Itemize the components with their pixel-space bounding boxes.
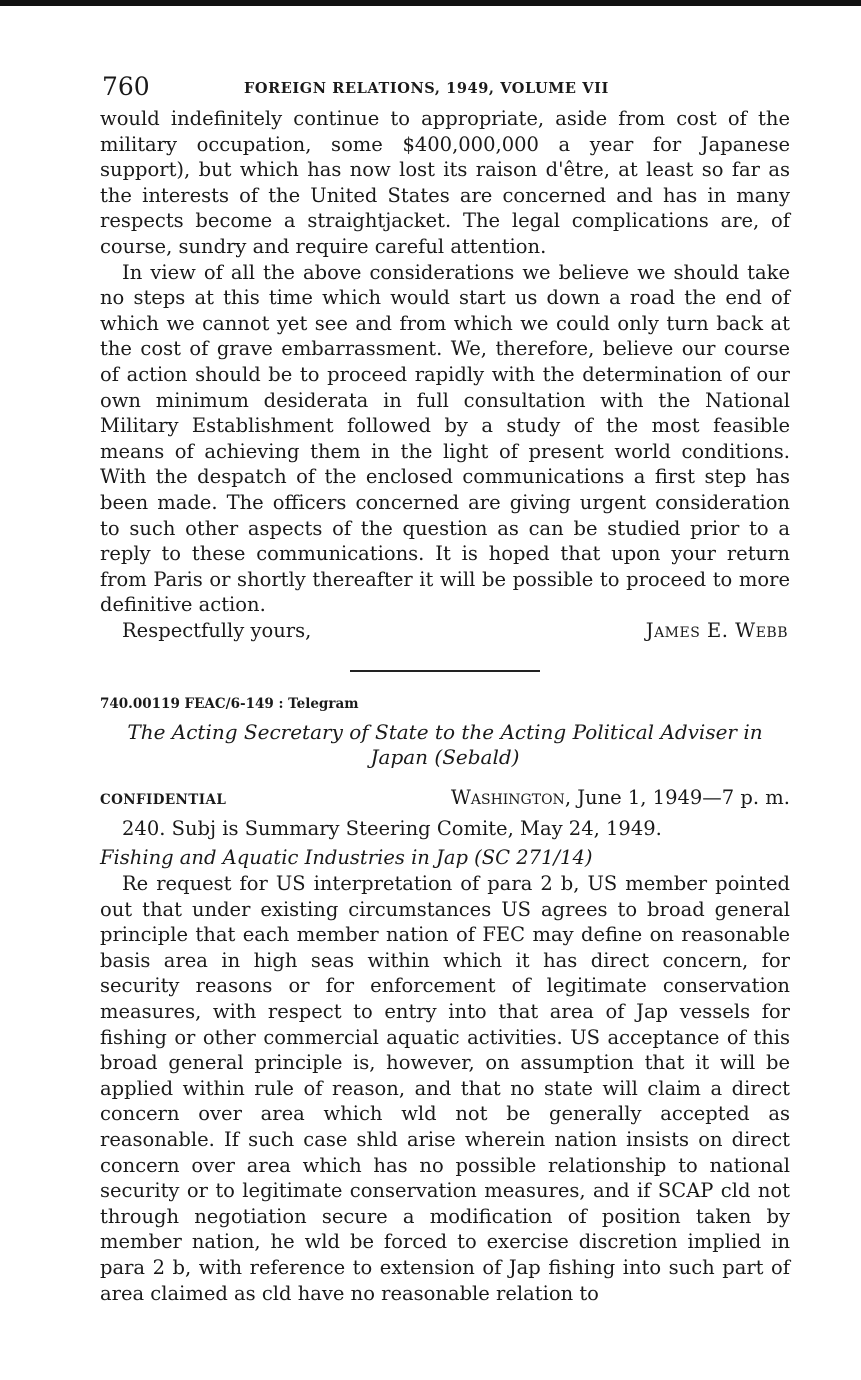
document-title: The Acting Secretary of State to the Acting Political Adviser in Japan (Sebald) xyxy=(127,719,763,769)
letter-continuation-paragraph: would indefinitely continue to appropriate, aside from cost of the military occupation, some $400,000,000 a year for Japanese support), but which has now lost its raison d'être, at least so far as the interests of the United States are concerned and has in many respects become a straightjacket. The legal complications are, of course, sundry and require careful attention. xyxy=(100,107,790,258)
file-reference: 740.00119 FEAC/6-149 : Telegram xyxy=(100,695,359,712)
page-header xyxy=(100,62,790,106)
page-top-edge xyxy=(0,0,861,6)
document-page xyxy=(100,62,790,1306)
page-number: 760 xyxy=(102,72,150,101)
letter-paragraph: In view of all the above considerations we believe we should take no steps at this time which would start us down a road the end of which we cannot yet see and from which we could only turn back at the cost of grave embarrassment. We, therefore, believe our course of action should be to proceed rapidly with the determination of our own minimum desiderata in full consultation with the National Military Establishment followed by a study of the most feasible means of achieving them in the light of present world conditions. With the despatch of the enclosed communications a first step has been made. The officers concerned are giving urgent consideration to such other aspects of the question as can be studied prior to a reply to these communications. It is hoped that upon your return from Paris or shortly thereafter it will be possible to proceed to more definitive action. xyxy=(100,260,790,617)
running-head: FOREIGN RELATIONS, 1949, VOLUME VII xyxy=(244,80,609,97)
dateline-date: , June 1, 1949—7 p. m. xyxy=(564,785,790,809)
telegram-opening: 240. Subj is Summary Steering Comite, May 24, 1949. xyxy=(122,816,662,840)
dateline xyxy=(451,786,790,809)
dateline-place: Washington xyxy=(450,785,565,809)
telegram-body: Re request for US interpretation of para 2 b, US member pointed out that under existing circumstances US agrees to broad general principle that each member nation of FEC may define on reasonable basis area in high seas within which it has direct concern, for security reasons or for enforcement of legitimate conservation measures, with respect to entry into that area of Jap vessels for fishing or other commercial aquatic activities. US acceptance of this broad general principle is, however, on assumption that it will be applied within rule of reason, and that no state will claim a direct concern over area which wld not be generally accepted as reasonable. If such case shld arise wherein nation insists on direct concern over area which has no possible relationship to national security or to legitimate conservation measures, and if SCAP cld not through negotiation secure a modification of position taken by member nation, he wld be forced to exercise discretion implied in para 2 b, with reference to extension of Jap fishing into such part of area claimed as cld have no reasonable relation to xyxy=(100,872,790,1305)
classification-line xyxy=(100,786,790,816)
telegram-subheading: Fishing and Aquatic Industries in Jap (SC 271/14) xyxy=(100,846,593,870)
letter-closing xyxy=(100,618,790,648)
signature: James E. Webb xyxy=(645,618,788,642)
classification-label: CONFIDENTIAL xyxy=(100,791,227,808)
section-divider xyxy=(350,670,540,672)
closing-salutation: Respectfully yours, xyxy=(122,618,312,642)
